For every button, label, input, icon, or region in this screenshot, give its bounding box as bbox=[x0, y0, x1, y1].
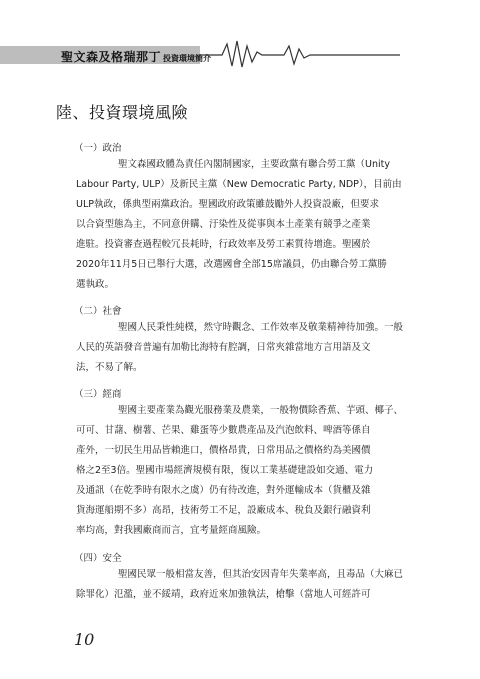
header-title bbox=[61, 48, 211, 65]
paragraph-line: 及通訊（在乾季時有限水之虞）仍有待改進，對外運輸成本（貨櫃及雜 bbox=[76, 485, 371, 496]
paragraph-line: 人民的英語發音普遍有加勒比海特有腔調，日常夾雜當地方言用語及文 bbox=[76, 342, 371, 353]
paragraph-line: 除罪化）氾濫，並不綏靖，政府近來加強執法，槍擊（當地人可經許可 bbox=[76, 589, 371, 600]
paragraph-business bbox=[76, 401, 412, 541]
paragraph-line: 選執政。 bbox=[76, 279, 115, 290]
header-subtitle: 投資環境簡介 bbox=[163, 54, 212, 63]
page-number: 10 bbox=[74, 630, 95, 649]
paragraph-line: 2020年11月5日已舉行大選，改選國會全部15席議員，仍由聯合勞工黨勝 bbox=[76, 259, 387, 270]
subsection-heading-politics: （一）政治 bbox=[74, 143, 122, 154]
header-title-text: 聖文森及格瑞那丁 bbox=[61, 50, 162, 64]
paragraph-line: ULP執政，係典型兩黨政治。聖國政府政策雖鼓勵外人投資設廠，但要求 bbox=[76, 199, 379, 210]
paragraph-line: 格之2至3倍。聖國市場經濟規模有限，復以工業基礎建設如交通、電力 bbox=[76, 465, 374, 476]
paragraph-line: 可可、甘藷、樹薯、芒果、雞蛋等少數農產品及汽泡飲料、啤酒等係自 bbox=[76, 425, 371, 436]
paragraph-line: 率均高，對我國廠商而言，宜考量經商風險。 bbox=[76, 525, 267, 536]
paragraph-line: Labour Party, ULP）及新民主黨（New Democratic Party, NDP），目前由 bbox=[76, 179, 402, 190]
running-header bbox=[0, 38, 480, 68]
paragraph-line: 聖國人民秉性純樸，然守時觀念、工作效率及敬業精神待加強。一般 bbox=[118, 322, 404, 333]
subsection-heading-security: （四）安全 bbox=[74, 553, 122, 564]
paragraph-politics bbox=[76, 155, 412, 295]
paragraph-line: 進駐。投資審查過程較冗長耗時，行政效率及勞工素質待增進。聖國於 bbox=[76, 239, 371, 250]
paragraph-line: 以合資型態為主，不同意併購、汙染性及從事與本土產業有競爭之產業 bbox=[76, 219, 371, 230]
paragraph-line: 產外，一切民生用品皆賴進口，價格昂貴，日常用品之價格約為美國價 bbox=[76, 445, 371, 456]
paragraph-society bbox=[76, 318, 412, 378]
paragraph-line: 貨海運船期不多）高昂，技術勞工不足，設廠成本、稅負及銀行融資利 bbox=[76, 505, 371, 516]
subsection-heading-society: （二）社會 bbox=[74, 306, 122, 317]
paragraph-security bbox=[76, 565, 412, 605]
paragraph-line: 法，不易了解。 bbox=[76, 362, 143, 373]
subsection-heading-business: （三）經商 bbox=[74, 389, 122, 400]
paragraph-line: 聖國主要產業為觀光服務業及農業，一般物價除香蕉、芋頭、椰子、 bbox=[118, 405, 404, 416]
paragraph-line: 聖文森國政體為責任內閣制國家，主要政黨有聯合勞工黨（Unity bbox=[118, 159, 390, 170]
section-title: 陸、投資環境風險 bbox=[56, 103, 189, 122]
paragraph-line: 聖國民眾一般相當友善，但其治安因青年失業率高，且毒品（大麻已 bbox=[118, 569, 404, 580]
heartbeat-line-icon bbox=[200, 38, 400, 68]
